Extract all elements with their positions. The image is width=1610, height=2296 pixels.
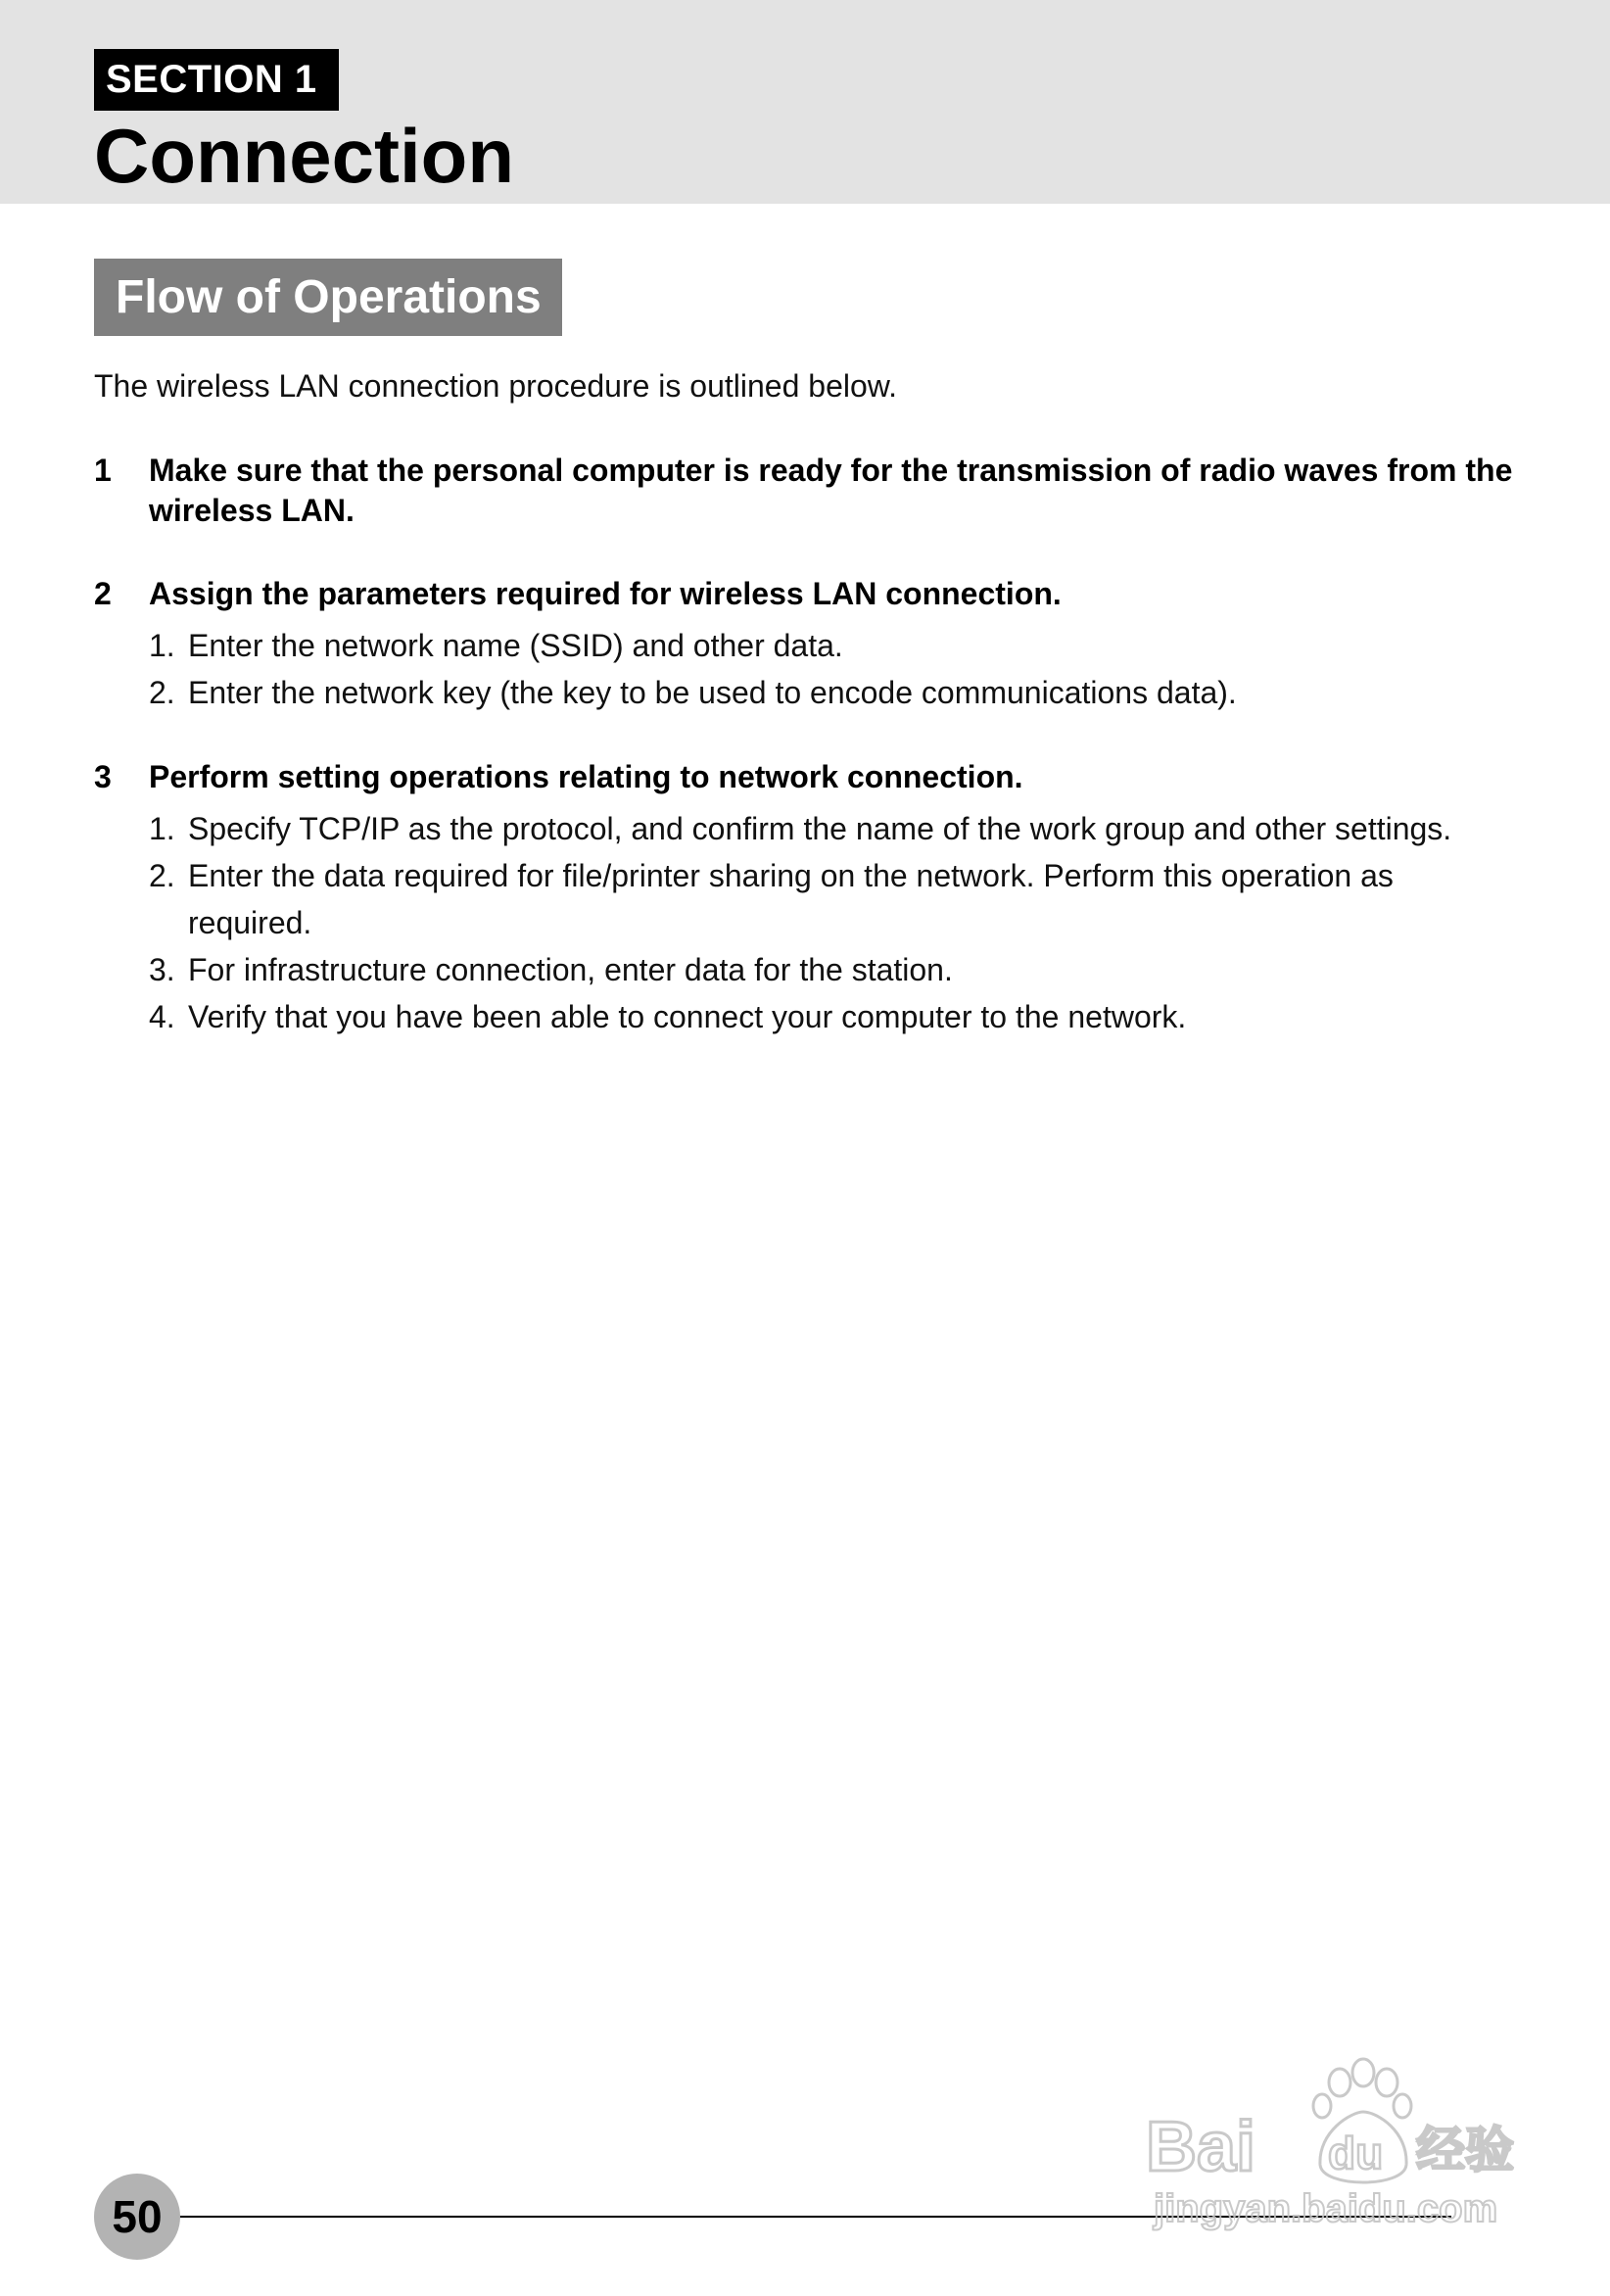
svg-text:Bai: Bai <box>1146 2108 1256 2186</box>
step-2 <box>94 574 1504 716</box>
substep-number: 4. <box>149 999 175 1034</box>
step-title: Make sure that the personal computer is ready for the transmission of radio waves from the wireless LAN. <box>149 453 1513 528</box>
step-3 <box>94 757 1504 1040</box>
step-number: 1 <box>94 453 112 488</box>
substep-item <box>149 805 1471 852</box>
substep-item <box>149 622 1471 669</box>
substep-text: Enter the network name (SSID) and other data. <box>188 628 843 663</box>
intro-text: The wireless LAN connection procedure is outlined below. <box>94 368 898 404</box>
substep-item <box>149 946 1471 993</box>
step-number: 2 <box>94 576 112 611</box>
substep-number: 1. <box>149 628 175 663</box>
baidu-paw-logo-icon <box>1146 2055 1518 2231</box>
step-number: 3 <box>94 759 112 794</box>
page-number-badge: 50 <box>94 2174 180 2260</box>
substep-text: For infrastructure connection, enter data for the station. <box>188 952 953 987</box>
subhead-flow-of-operations: Flow of Operations <box>94 259 562 336</box>
svg-text:经验: 经验 <box>1416 2122 1514 2178</box>
substep-text: Enter the network key (the key to be used to encode communications data). <box>188 675 1237 710</box>
substep-item <box>149 669 1471 716</box>
step-1 <box>94 451 1513 531</box>
substep-number: 2. <box>149 675 175 710</box>
step-title: Assign the parameters required for wireless LAN connection. <box>149 576 1062 611</box>
substep-list <box>149 805 1504 1040</box>
substep-text: Specify TCP/IP as the protocol, and confirm the name of the work group and other settings. <box>188 811 1452 846</box>
page-title: Connection <box>94 113 514 199</box>
svg-text:jingyan.baidu.com: jingyan.baidu.com <box>1154 2187 1498 2230</box>
substep-item <box>149 852 1471 946</box>
substep-number: 2. <box>149 858 175 893</box>
substep-number: 1. <box>149 811 175 846</box>
substep-number: 3. <box>149 952 175 987</box>
svg-text:du: du <box>1328 2128 1384 2178</box>
baidu-watermark-logo <box>1146 2055 1518 2231</box>
substep-text: Verify that you have been able to connect your computer to the network. <box>188 999 1187 1034</box>
substep-text: Enter the data required for file/printer sharing on the network. Perform this operation as required. <box>188 858 1394 940</box>
section-label: SECTION 1 <box>94 49 339 111</box>
substep-item <box>149 993 1471 1040</box>
step-title: Perform setting operations relating to network connection. <box>149 759 1023 794</box>
substep-list <box>149 622 1504 716</box>
